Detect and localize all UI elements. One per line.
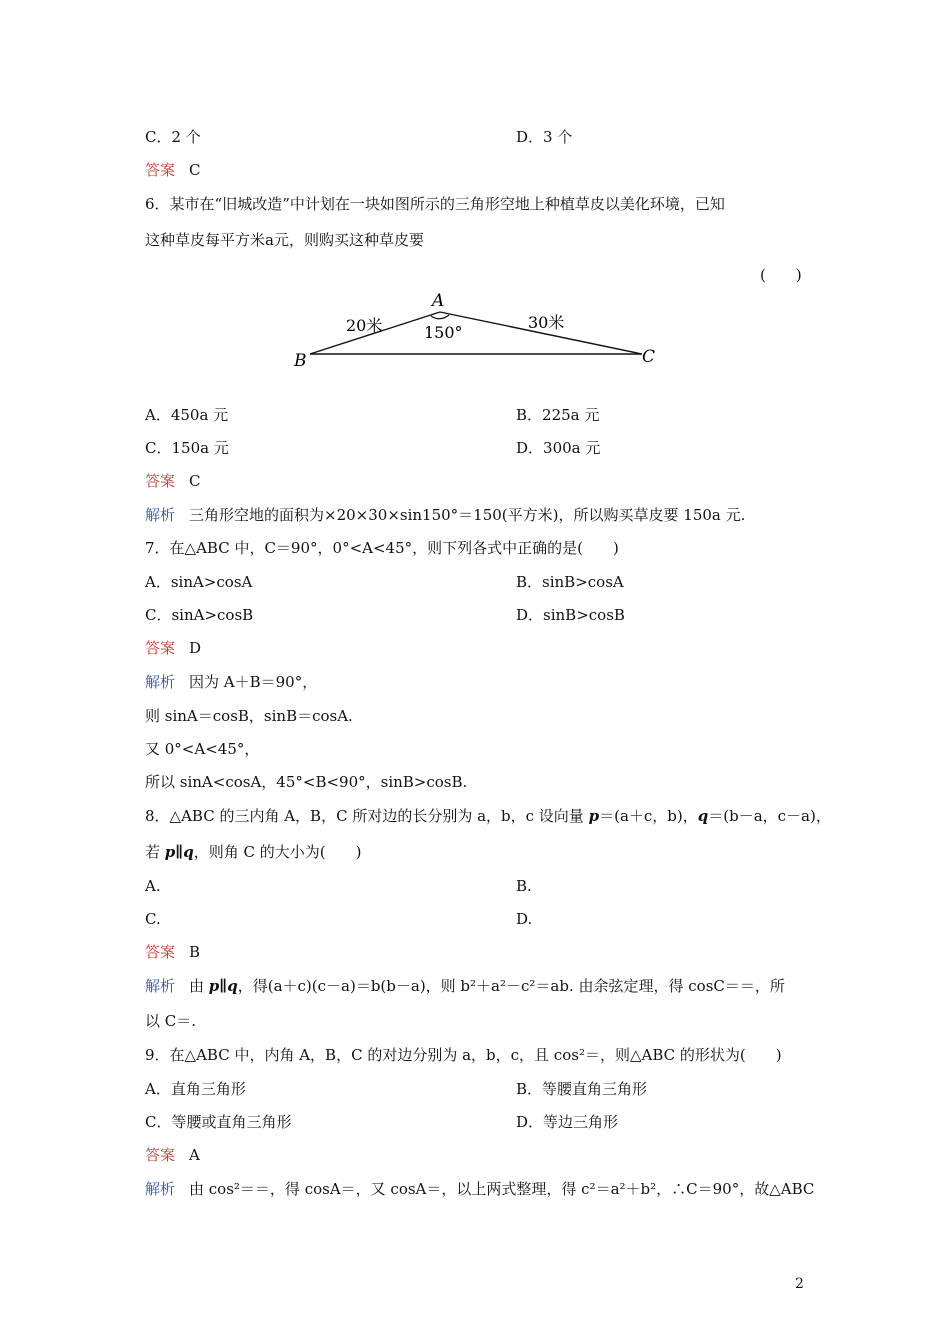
- q6-stem-line1: 6．某市在“旧城改造”中计划在一块如图所示的三角形空地上种植草皮以美化环境，已知: [145, 195, 725, 213]
- q8-stem-text: ＝(b－a，c－a)，: [708, 807, 831, 825]
- q6-option-c: C．150a 元: [145, 439, 229, 457]
- q8-option-c: C.: [145, 910, 161, 928]
- q8-option-b: B.: [516, 877, 532, 895]
- q8-stem-text: ＝(a＋c，b)，: [599, 807, 698, 825]
- q9-stem: 9．在△ABC 中，内角 A，B，C 的对边分别为 a，b，c，且 cos²＝，则△ABC 的形状为( ): [145, 1046, 782, 1064]
- q8-stem-text: ，则角 C 的大小为( ): [193, 843, 362, 861]
- side-ac-length: 30米: [528, 313, 565, 332]
- analysis-label: 解析: [145, 1180, 176, 1198]
- answer-value: C: [189, 472, 201, 490]
- q6-option-a: A．450a 元: [145, 406, 229, 424]
- q5-option-d: D．3 个: [516, 128, 573, 146]
- answer-label: 答案: [145, 161, 176, 179]
- q9-option-a: A．直角三角形: [145, 1080, 246, 1098]
- angle-a-label: 150°: [424, 323, 463, 342]
- q7-option-d: D．sinB>cosB: [516, 606, 625, 624]
- analysis-label: 解析: [145, 506, 176, 524]
- q6-triangle-figure: [280, 288, 670, 373]
- q7-option-c: C．sinA>cosB: [145, 606, 254, 624]
- vertex-c-label: C: [642, 347, 656, 367]
- q8-stem-text: 若: [145, 843, 165, 861]
- analysis-text: 由: [189, 977, 209, 995]
- q9-option-b: B．等腰直角三角形: [516, 1080, 648, 1098]
- analysis-label: 解析: [145, 977, 176, 995]
- vertex-b-label: B: [294, 351, 307, 371]
- q8-analysis-line2: 以 C＝.: [145, 1012, 197, 1030]
- analysis-text: 三角形空地的面积为×20×30×sin150°＝150(平方米)，所以购买草皮要 150a 元.: [189, 506, 746, 524]
- analysis-text: ，得(a＋c)(c－a)＝b(b－a)，则 b²＋a²－c²＝ab. 由余弦定理，得 cosC＝＝，所: [237, 977, 785, 995]
- answer-label: 答案: [145, 1146, 176, 1164]
- q5-answer: [145, 160, 201, 180]
- q8-stem-text: 8．△ABC 的三内角 A，B，C 所对边的长分别为 a，b，c 设向量: [145, 807, 589, 825]
- page-number: 2: [795, 1276, 804, 1292]
- q8-analysis-line1: [145, 976, 785, 996]
- q7-option-a: A．sinA>cosA: [145, 573, 253, 591]
- q8-option-d: D.: [516, 910, 533, 928]
- answer-value: A: [189, 1146, 200, 1164]
- answer-value: C: [189, 161, 201, 179]
- q6-stem-line2: 这种草皮每平方米a元，则购买这种草皮要: [145, 231, 424, 249]
- analysis-text: 因为 A＋B＝90°，: [189, 673, 318, 691]
- p-parallel-q: p∥q: [208, 977, 238, 995]
- analysis-text: 由 cos²＝＝，得 cosA＝，又 cosA＝，以上两式整理，得 c²＝a²＋b²，∴C＝90°，故△ABC: [189, 1180, 815, 1198]
- q7-analysis-line4: 所以 sinA<cosA，45°<B<90°，sinB>cosB.: [145, 773, 468, 791]
- q7-analysis-line1: [145, 672, 317, 692]
- q7-stem: 7．在△ABC 中，C＝90°，0°<A<45°，则下列各式中正确的是( ): [145, 539, 619, 557]
- q7-option-b: B．sinB>cosA: [516, 573, 624, 591]
- vector-q: q: [697, 807, 709, 825]
- q9-option-c: C．等腰或直角三角形: [145, 1113, 292, 1131]
- vertex-a-label: A: [432, 291, 445, 311]
- answer-value: B: [189, 943, 201, 961]
- q6-answer: [145, 471, 201, 491]
- q7-analysis-line2: 则 sinA＝cosB，sinB＝cosA.: [145, 707, 353, 725]
- q6-answer-paren: ( ): [760, 266, 802, 284]
- q6-analysis: [145, 505, 745, 525]
- side-ab-length: 20米: [346, 316, 383, 335]
- analysis-label: 解析: [145, 673, 176, 691]
- answer-label: 答案: [145, 472, 176, 490]
- q5-option-c: C．2 个: [145, 128, 201, 146]
- q8-stem-line2: [145, 842, 361, 862]
- q8-stem-line1: [145, 806, 831, 826]
- q8-answer: [145, 942, 200, 962]
- q7-analysis-line3: 又 0°<A<45°，: [145, 740, 260, 758]
- q6-option-b: B．225a 元: [516, 406, 600, 424]
- angle-arc: [431, 315, 449, 319]
- q9-answer: [145, 1145, 200, 1165]
- q8-option-a: A.: [145, 877, 161, 895]
- q9-analysis: [145, 1179, 814, 1199]
- q6-option-d: D．300a 元: [516, 439, 601, 457]
- vector-p: p: [588, 807, 600, 825]
- answer-label: 答案: [145, 639, 176, 657]
- p-parallel-q: p∥q: [164, 843, 194, 861]
- answer-label: 答案: [145, 943, 176, 961]
- q9-option-d: D．等边三角形: [516, 1113, 619, 1131]
- q7-answer: [145, 638, 201, 658]
- answer-value: D: [189, 639, 202, 657]
